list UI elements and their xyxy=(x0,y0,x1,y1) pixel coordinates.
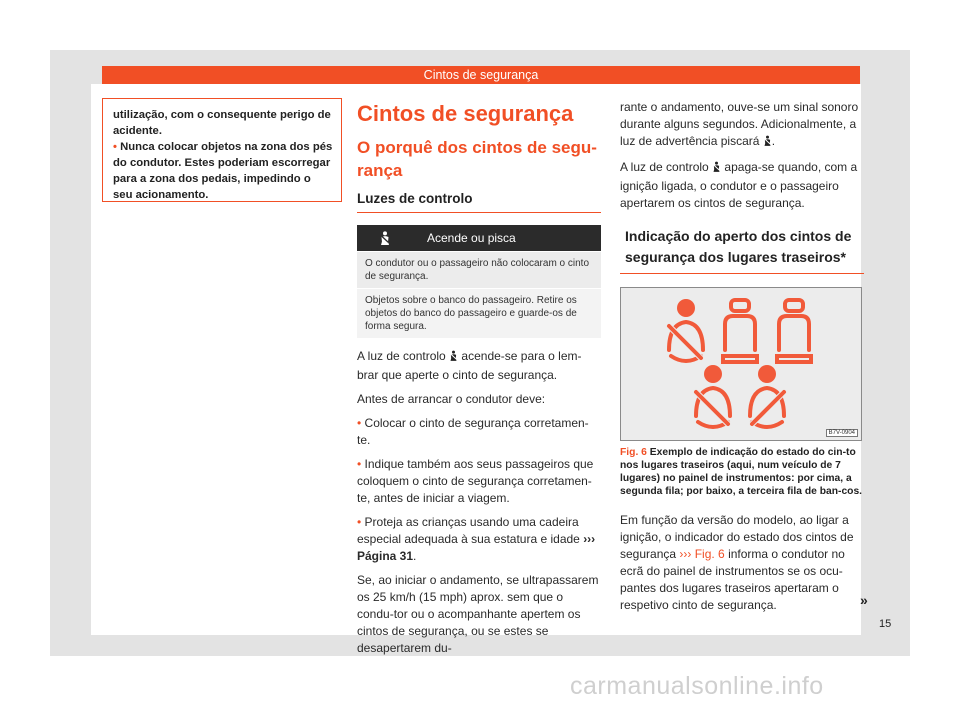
page-number: 15 xyxy=(879,618,892,630)
figure-seatbelt-indicator xyxy=(620,287,862,441)
seatbelt-warning-icon xyxy=(449,350,458,367)
list-item: • Proteja as crianças usando uma cadeira especial adequada à sua estatura e idade ››› Página 31. xyxy=(357,515,596,563)
bullet-icon: • xyxy=(113,141,117,153)
chapter-header: Cintos de segurança xyxy=(102,66,860,84)
table-header xyxy=(357,225,601,251)
list-item: • Indique também aos seus passageiros que coloquem o cinto de segurança corretamen-te, antes de iniciar a viagem. xyxy=(357,457,594,505)
control-lights-table xyxy=(357,225,601,338)
seat-status-illustration xyxy=(621,288,861,440)
right-column xyxy=(620,99,864,614)
page-subtitle: O porquê dos cintos de segu-rança xyxy=(357,138,597,180)
paragraph-signal: rante o andamento, ouve-se um sinal sonoro durante alguns segundos. Adicionalmente, a luz de advertência piscará . xyxy=(620,99,864,152)
paragraph-rear-indicator: Em função da versão do modelo, ao ligar a ignição, o indicador do estado dos cintos de segurança ››› Fig. 6 informa o condutor no ecrã do painel de instrumentos se os ocu-pantes dos lugares traseiros apertaram o respetivo cinto de segurança. xyxy=(620,513,854,612)
table-header-label: Acende ou pisca xyxy=(427,231,516,245)
paragraph-speed: Se, ao iniciar o andamento, se ultrapassarem os 25 km/h (15 mph) aprox. sem que o condu-tor ou o acompanhante apertem os cintos de segurança, ou se estes se desapertarem du- xyxy=(357,573,599,655)
paragraph-control-light: A luz de controlo acende-se para o lem-brar que aperte o cinto de segurança. xyxy=(357,349,582,382)
seatbelt-warning-icon xyxy=(712,161,721,178)
list-item: • Colocar o cinto de segurança corretamen-te. xyxy=(357,416,589,447)
warning-text-2: • Nunca colocar objetos na zona dos pés do condutor. Estes poderiam escorregar para a zona dos pedais, impedindo o seu acionamento. xyxy=(113,141,333,201)
main-column xyxy=(357,100,601,657)
section-heading: Luzes de controlo xyxy=(357,190,601,213)
paragraph-before-driving: Antes de arrancar o condutor deve: xyxy=(357,392,546,406)
figure-reference-link[interactable]: ››› Fig. 6 xyxy=(679,547,725,561)
page-title: Cintos de segurança xyxy=(357,101,574,126)
continue-marker: » xyxy=(860,592,868,608)
table-row: O condutor ou o passageiro não colocaram o cinto de segurança. xyxy=(357,252,601,288)
figure-caption: Fig. 6 Exemplo de indicação do estado do cin-to nos lugares traseiros (aqui, num veículo de 7 lugares) no painel de instrumentos: por cima, a segunda fila; por baixo, a terceira fila de ban-cos. xyxy=(620,447,863,497)
warning-box xyxy=(102,98,342,202)
warning-text-1: utilização, com o consequente perigo de acidente. xyxy=(113,109,331,137)
figure-code: B7V-0904 xyxy=(826,429,858,437)
watermark: carmanualsonline.info xyxy=(570,672,824,700)
paragraph-light-off: A luz de controlo apaga-se quando, com a ignição ligada, o condutor e o passageiro apertarem os cintos de segurança. xyxy=(620,160,858,210)
seatbelt-warning-icon xyxy=(357,231,412,246)
table-row: Objetos sobre o banco do passageiro. Retire os objetos do banco do passageiro e guarde-os de forma segura. xyxy=(357,289,601,338)
page-reference-link[interactable]: ››› Página 31 xyxy=(357,532,596,563)
seatbelt-warning-icon xyxy=(763,135,772,152)
section-heading-rear: Indicação do aperto dos cintos de segurança dos lugares traseiros* xyxy=(620,226,864,274)
